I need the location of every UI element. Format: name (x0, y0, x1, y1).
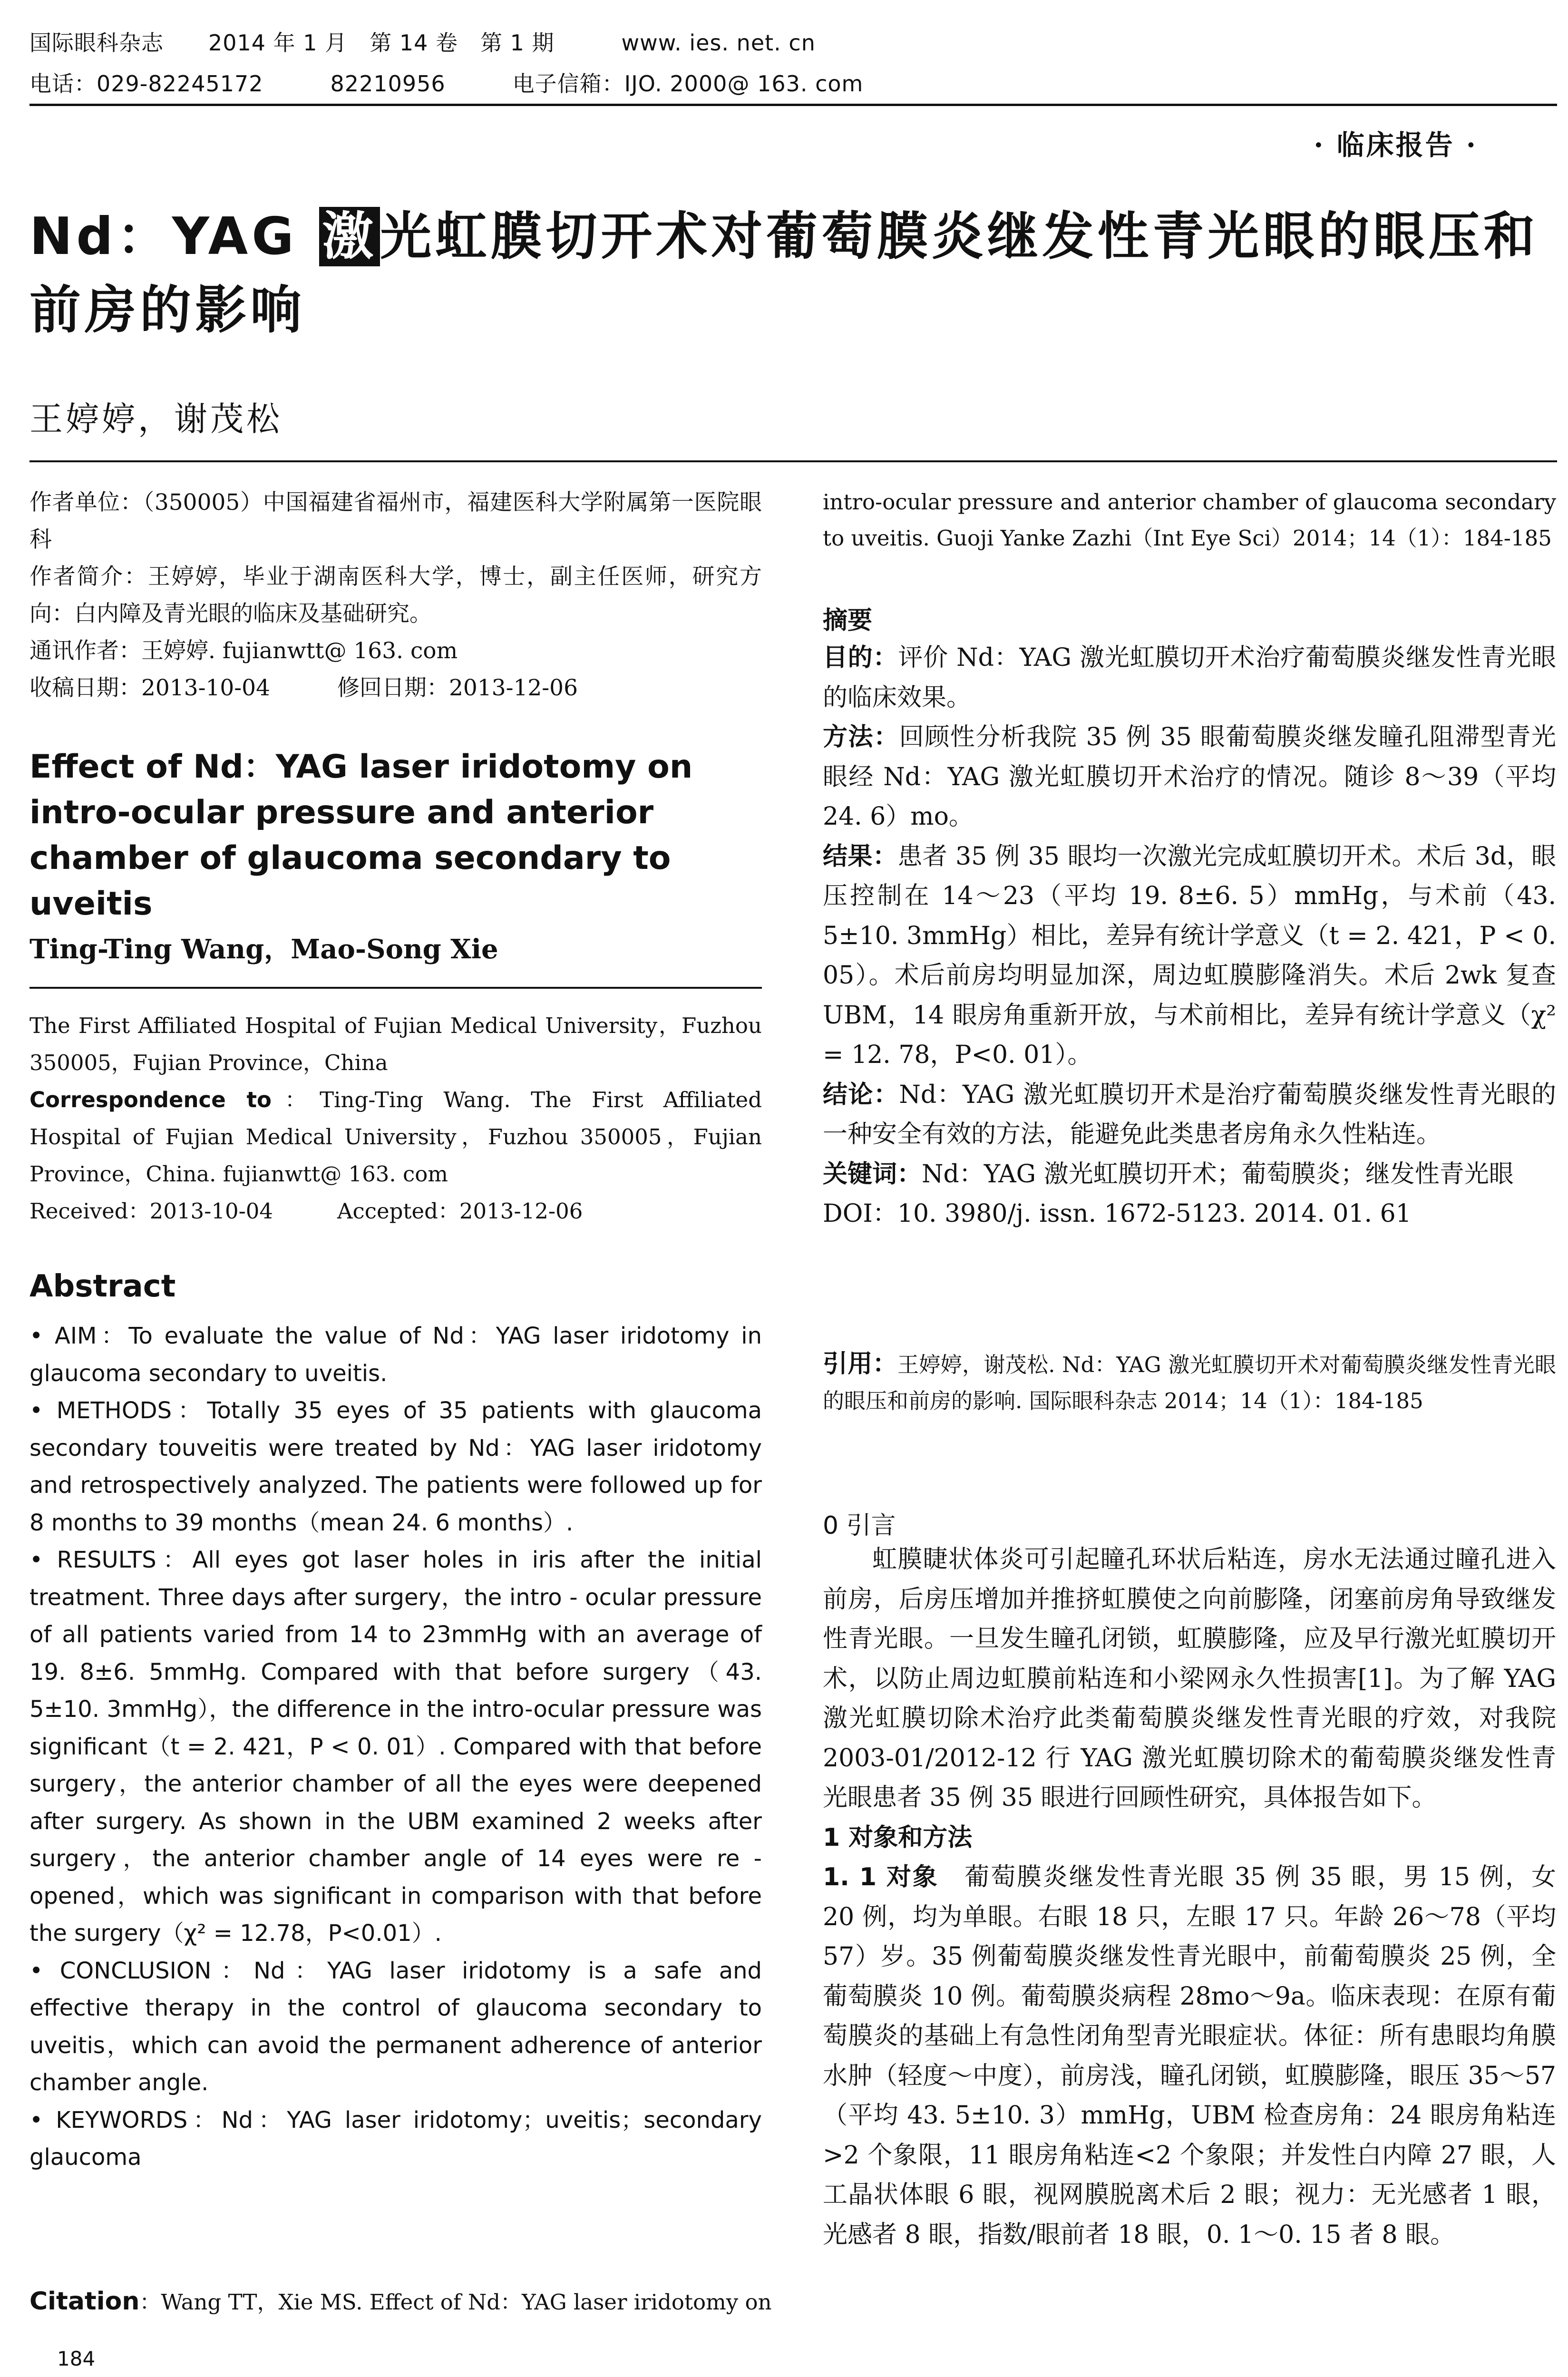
intro-paragraph: 虹膜睫状体炎可引起瞳孔环状后粘连，房水无法通过瞳孔进入前房，后房压增加并推挤虹膜使之向前膨隆，闭塞前房角导致继发性青光眼。一旦发生瞳孔闭锁，虹膜膨隆，应及早行激光虹膜切开术，以防止周边虹膜前粘连和小梁网永久性损害[1]。为了解 YAG 激光虹膜切除术治疗此类葡萄膜炎继发性青光眼的疗效，对我院 2003-01/2012-12 行 YAG 激光虹膜切除术的葡萄膜炎继发性青光眼患者 35 例 35 眼进行回顾性研究，具体报告如下。 (823, 1545, 1556, 1812)
zh-objective (823, 638, 1556, 718)
zh-keywords (823, 1155, 1556, 1195)
english-authors: Ting-Ting Wang，Mao-Song Xie (29, 934, 498, 965)
intro-heading: 0 引言 (823, 1511, 896, 1540)
zh-citation-label: 引用： (823, 1350, 897, 1378)
correspondence (29, 1081, 762, 1193)
page-number: 184 (57, 2347, 96, 2370)
title-rule (29, 460, 1557, 462)
body-text (823, 1540, 1556, 2255)
citation-text: ：Wang TT，Xie MS. Effect of Nd：YAG laser iridotomy on (139, 2289, 772, 2315)
zh-keywords-label: 关键词： (823, 1159, 922, 1188)
methods-heading: 1 对象和方法 (823, 1823, 973, 1852)
chinese-abstract (823, 638, 1556, 1234)
title-highlight: 激 (319, 207, 380, 266)
title-prefix: Nd：YAG (29, 207, 320, 266)
english-affiliation-block (29, 1007, 762, 1230)
dates-cn: 收稿日期：2013-10-04 修回日期：2013-12-06 (29, 675, 578, 701)
abstract-conclusion: • CONCLUSION：Nd：YAG laser iridotomy is a safe and effective therapy in the control of glaucoma secondary to uveitis，which can avoid the permanent adherence of anterior chamber angle. (29, 1957, 762, 2096)
english-affiliation: The First Affiliated Hospital of Fujian Medical University，Fuzhou 350005，Fujian Province，China (29, 1013, 762, 1075)
authors-rule (29, 987, 762, 989)
english-abstract (29, 1317, 762, 2176)
correspondence-label: Correspondence to (29, 1087, 272, 1112)
chinese-abstract-heading: 摘要 (823, 606, 873, 635)
title-rest: 光虹膜切开术对葡萄膜炎继发性青光眼的眼压和前房的影响 (29, 207, 1539, 340)
abstract-results: • RESULTS：All eyes got laser holes in iris after the initial treatment. Three days after surgery，the intro - ocular pressure of all patients varied from 14 to 23mmHg with an average of 19. 8±6. 5mmHg. Compared with that before surgery（43. 5±10. 3mmHg），the difference in the intro-ocular pressure was significant（t = 2. 421，P < 0. 01）. Compared with that before surgery，the anterior chamber of all the eyes were deepened after surgery. As shown in the UBM examined 2 weeks after surgery，the anterior chamber angle of 14 eyes were re - opened，which was significant in comparison with that before the surgery（χ² = 12.78，P<0.01）. (29, 1547, 762, 1947)
chinese-citation (823, 1346, 1556, 1419)
zh-objective-label: 目的： (823, 643, 898, 672)
zh-conclusion-text: Nd：YAG 激光虹膜切开术是治疗葡萄膜炎继发性青光眼的一种安全有效的方法，能避免此类患者房角永久性粘连。 (823, 1080, 1556, 1149)
zh-results-label: 结果： (823, 842, 898, 871)
subject-text: 葡萄膜炎继发性青光眼 35 例 35 眼，男 15 例，女 20 例，均为单眼。右眼 18 只，左眼 17 只。年龄 26～78（平均 57）岁。35 例葡萄膜炎继发性青光眼中，前葡萄膜炎 25 例，全葡萄膜炎 10 例。葡萄膜炎病程 28mo～9a。临床表现：在原有葡萄膜炎的基础上有急性闭角型青光眼症状。体征：所有患眼均角膜水肿（轻度～中度），前房浅，瞳孔闭锁，虹膜膨隆，眼压 35～57（平均 43. 5±10. 3）mmHg，UBM 检查房角：24 眼房角粘连>2 个象限，11 眼房角粘连<2 个象限；并发性白内障 27 眼，人工晶状体眼 6 眼，视网膜脱离术后 2 眼；视力：无光感者 1 眼，光感者 8 眼，指数/眼前者 18 眼，0. 1～0. 15 者 8 眼。 (823, 1863, 1557, 2249)
english-citation (29, 2283, 772, 2321)
correspondence-text: ：Ting-Ting Wang. The First Affiliated Hospital of Fujian Medical University，Fuzhou 350005，Fujian Province，China. fujianwtt@ 163. com (29, 1087, 762, 1187)
subject-label: 1. 1 对象 (823, 1863, 939, 1891)
zh-citation-text: 王婷婷，谢茂松. Nd：YAG 激光虹膜切开术对葡萄膜炎继发性青光眼的眼压和前房的影响. 国际眼科杂志 2014；14（1）：184-185 (823, 1352, 1556, 1413)
citation-label: Citation (29, 2287, 140, 2316)
abstract-aim: • AIM：To evaluate the value of Nd：YAG laser iridotomy in glaucoma secondary to uveitis. (29, 1323, 762, 1387)
doi: DOI：10. 3980/j. issn. 1672-5123. 2014. 01. 61 (823, 1199, 1412, 1228)
section-label: · 临床报告 · (1314, 129, 1478, 161)
zh-conclusion (823, 1075, 1556, 1155)
received-accepted: Received：2013-10-04 Accepted：2013-12-06 (29, 1198, 583, 1224)
abstract-keywords: • KEYWORDS：Nd：YAG laser iridotomy；uveitis；secondary glaucoma (29, 2106, 762, 2171)
author-info (29, 484, 762, 707)
corresponding-author-cn: 通讯作者：王婷婷. fujianwtt@ 163. com (29, 638, 458, 664)
header-rule (29, 104, 1557, 106)
journal-header-line2: 电话：029-82245172 82210956 电子信箱：IJO. 2000@ 163. com (29, 71, 864, 97)
zh-objective-text: 评价 Nd：YAG 激光虹膜切开术治疗葡萄膜炎继发性青光眼的临床效果。 (823, 643, 1556, 712)
zh-methods (823, 718, 1556, 837)
citation-continued: intro-ocular pressure and anterior chamber of glaucoma secondary to uveitis. Guoji Yanke Zazhi（Int Eye Sci）2014；14（1）：184-185 (823, 489, 1556, 551)
english-title: Effect of Nd：YAG laser iridotomy on intro-ocular pressure and anterior chamber of glaucoma secondary to uveitis (29, 748, 693, 923)
abstract-methods: • METHODS：Totally 35 eyes of 35 patients with glaucoma secondary touveitis were treated by Nd：YAG laser iridotomy and retrospectively analyzed. The patients were followed up for 8 months to 39 months（mean 24. 6 months）. (29, 1397, 762, 1536)
subject-paragraph (823, 1858, 1556, 2255)
abstract-heading: Abstract (29, 1269, 176, 1304)
zh-results-text: 患者 35 例 35 眼均一次激光完成虹膜切开术。术后 3d，眼压控制在 14～23（平均 19. 8±6. 5）mmHg，与术前（43. 5±10. 3mmHg）相比，差异有统计学意义（t = 2. 421，P < 0. 05）。术后前房均明显加深，周边虹膜膨隆消失。术后 2wk 复查 UBM，14 眼房角重新开放，与术前相比，差异有统计学意义（χ² = 12. 78，P<0. 01）。 (823, 842, 1556, 1069)
zh-keywords-text: Nd：YAG 激光虹膜切开术；葡萄膜炎；继发性青光眼 (922, 1159, 1514, 1188)
zh-results (823, 837, 1556, 1075)
author-bio-cn: 作者简介：王婷婷，毕业于湖南医科大学，博士，副主任医师，研究方向：白内障及青光眼的临床及基础研究。 (29, 564, 762, 627)
article-title (29, 200, 1561, 347)
zh-conclusion-label: 结论： (823, 1080, 899, 1109)
zh-methods-text: 回顾性分析我院 35 例 35 眼葡萄膜炎继发瞳孔阻滞型青光眼经 Nd：YAG 激光虹膜切开术治疗的情况。随诊 8～39（平均 24. 6）mo。 (823, 723, 1556, 831)
journal-header-line1: 国际眼科杂志 2014 年 1 月 第 14 卷 第 1 期 www. ies. net. cn (29, 30, 816, 56)
article-authors: 王婷婷，谢茂松 (29, 399, 282, 438)
zh-methods-label: 方法： (823, 723, 899, 751)
author-affiliation-cn: 作者单位：（350005）中国福建省福州市，福建医科大学附属第一医院眼科 (29, 489, 762, 553)
